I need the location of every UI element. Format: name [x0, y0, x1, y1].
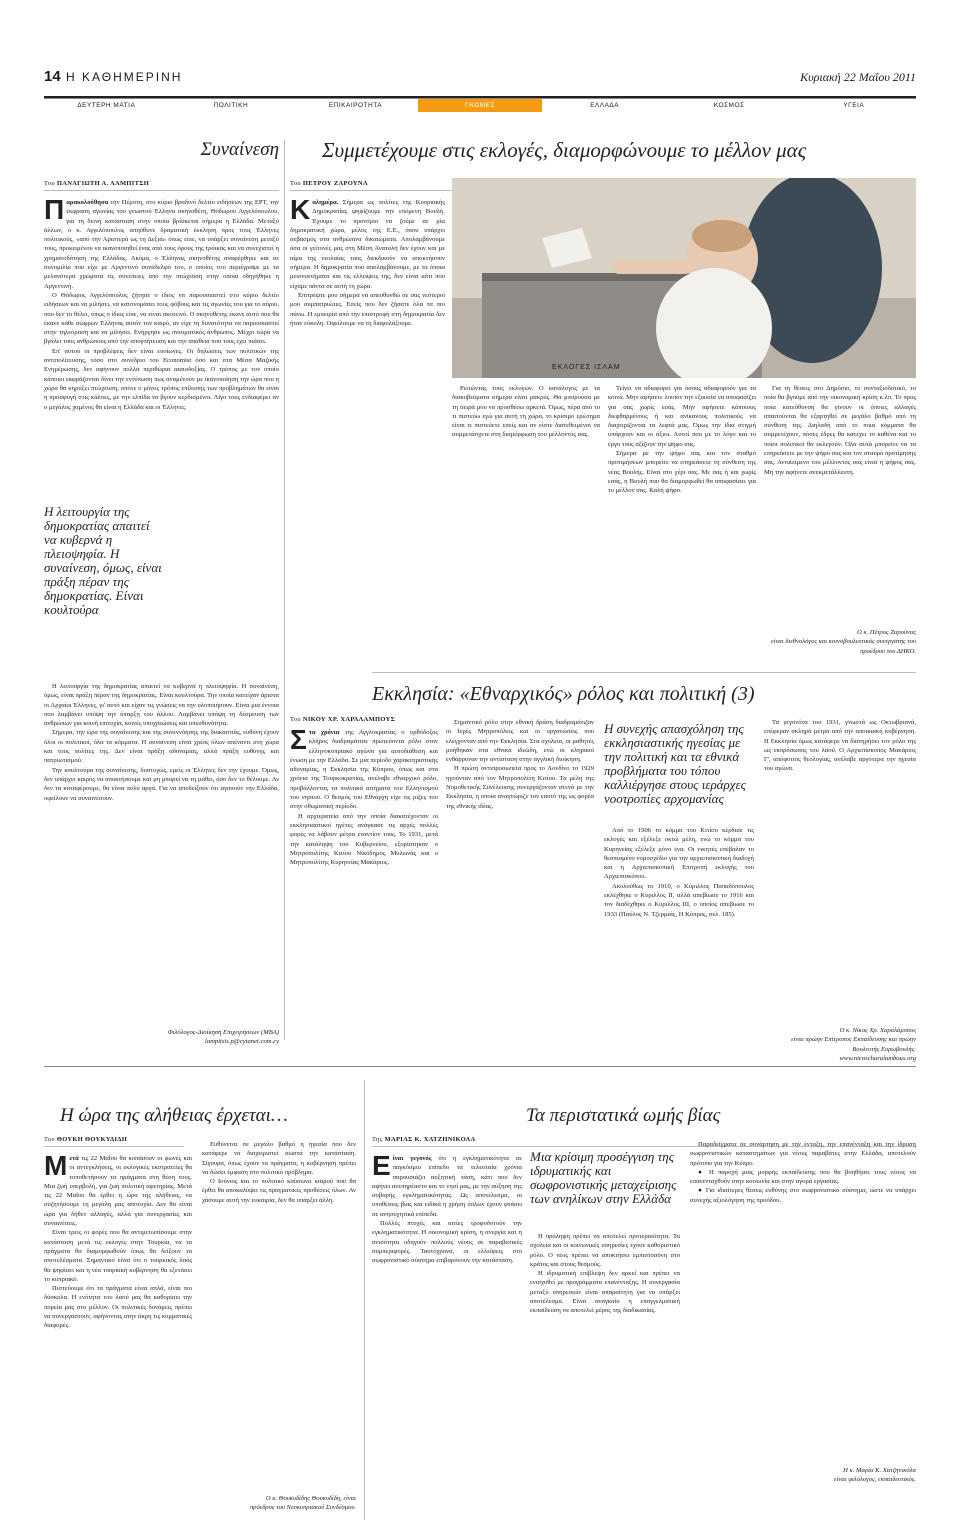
paragraph: Πολλές πτυχές και αιτίες τροφοδοτούν την εγκληματικότητα. Η οικονομική κρίση, η ανεργία και η ανισότητα οδηγούν πολλούς νέους σε παραβατικές συμπεριφορές. Ταυτόχρονα, οι ελλείψεις στο σωφρονιστικό σύστημα επιβαρύνουν την κατάσταση.	[372, 1220, 522, 1265]
article1-byline	[44, 180, 149, 187]
lead-in: ίναι γεγονός	[392, 1155, 432, 1162]
lead-in: αλημέρα.	[312, 199, 339, 206]
nav-item-ellada[interactable]: ΕΛΛΑΔΑ	[590, 102, 620, 109]
article2-signature	[764, 628, 916, 656]
article2-body-col4	[764, 384, 916, 622]
byline-prefix: Του	[290, 716, 301, 723]
divider	[44, 1146, 184, 1147]
author-email: lampitsis.p@cytanet.com.cy	[205, 1038, 279, 1046]
column-divider	[284, 140, 285, 1040]
paragraph: Η ιδρυματική επίβλεψη δεν αρκεί και πρέπει να ενισχυθεί με προγράμματα επανένταξης. Η συνεργασία μεταξύ υπηρεσιών είναι απαραίτητη για να υπάρξει αποτέλεσμα. Είναι αναγκαίο η επαγγελματική εκπαίδευση να αποτελεί μέρος της διαδικασίας.	[530, 1270, 680, 1315]
nav-item-gnomes[interactable]: ΓΝΩΜΕΣ	[418, 99, 543, 112]
article5-body-col2	[530, 1232, 680, 1524]
article3-body-col2	[446, 718, 594, 1058]
byline-prefix: Του	[44, 180, 55, 187]
column-divider	[364, 1080, 365, 1520]
lead-in: αρακολούθησα	[66, 199, 109, 206]
nav-item-politiki[interactable]: ΠΟΛΙΤΙΚΗ	[213, 102, 249, 109]
section-nav	[44, 98, 916, 112]
paragraph: Ρωτώντας τους εκλογών. Ο κατάλογος με τα διακυβεύματα σήμερα είναι μακρύς. Θα μπορούσα με τη σειρά μου να προσθέσω αρκετά. Όμως, πέρα από το τι πιστεύω εγώ για αυτή τη χώρα, το κρίσιμο ερώτημα είναι τι πιστεύετε εσείς και αν είστε διατεθειμένοι να συμμετάσχετε στη διαμόρφωση του μέλλοντός σας.	[452, 385, 600, 439]
paragraph: Επ' αυτού οι προβλέψεις δεν είναι ευοίωνες. Οι δηλώσεις των πολιτικών της αντιπολίτευσης, τόσο στο συνέδριο του Economist όσο και στα Μέσα Μαζικής Ενημέρωσης, δεν αφήνουν πολλά περιθώρια αισιοδοξίας. Ο τρόπος με τον οποίο κάποιοι εκφράζονται δίνει την εντύπωση πως αναμένουν με ικανοποίηση την ώρα που η χώρα θα κηρύξει πτώχευση, οπότε ο μόνος τρόπος επίλυσης των προβλημάτων θα είναι η προσφυγή στις κάλπες, με την ελπίδα να βγουν κερδισμένοι. Λίγο τους ενδιαφέρει αν ο μεγάλος χαμένος θα είναι η Ελλάδα και οι Έλληνες.	[44, 347, 279, 411]
article5-author: ΜΑΡΙΑΣ Κ. ΧΑΤΖΗΝΙΚΟΛΑ	[384, 1136, 476, 1143]
page-number: 14	[44, 68, 61, 85]
byline-prefix: Του	[290, 180, 301, 187]
paragraph: Πιστεύουμε ότι τα πράγματα είναι απλά, είναι πιο δύσκολα. Η ενότητα του λαού μας θα καθορίσει την πορεία μας στο μέλλον. Οι πολιτικές δυνάμεις πρέπει να συνεργαστούν, αφήνοντας στην άκρη τις κομματικές διαφορές.	[44, 1285, 192, 1330]
article3-body-col3	[604, 826, 754, 1058]
issue-date: Κυριακή 22 Μαΐου 2011	[800, 70, 916, 84]
article2-byline	[290, 180, 368, 187]
ballot-photo-illustration	[452, 178, 916, 378]
article3-body-col1	[290, 728, 438, 1058]
author-role: είναι πρώην Επίτροπος Εκπαίδευσης και πρώην Βουλευτής Ευρωβουλής.	[791, 1036, 916, 1053]
article5-title: Τα περιστατικά ωμής βίας	[526, 1105, 721, 1126]
nav-item-deftero-matia[interactable]: ΔΕΥΤΕΡΗ ΜΑΤΙΑ	[77, 102, 136, 109]
author-website[interactable]: www.nicoscharalambous.org	[839, 1054, 916, 1062]
article5-byline	[372, 1136, 475, 1143]
dropcap: Σ	[290, 728, 307, 755]
article4-title: Η ώρα της αλήθειας έρχεται…	[60, 1105, 288, 1126]
dropcap: Π	[44, 198, 65, 225]
article1-title: Συναίνεση	[200, 139, 279, 160]
paragraph: ότι η εγκληματικότητα σε παγκόσμιο επίπεδο τα τελευταία χρόνια παρουσιάζει αυξητική τάση, κάτι που δεν αφήνει ανεπηρέαστο και το νησί μας, με την αύξηση της σοβαρής εγκληματικότητας. Ως αποτέλεσμα, οι υποθέσεις βίας και ειδικά η χρήση όπλων έχουν φτάσει σε ανησυχητικά επίπεδα.	[372, 1155, 522, 1218]
author-name: Η κ. Μαρία Κ. Χατζηνικόλα	[843, 1467, 916, 1474]
dropcap: Κ	[290, 198, 311, 225]
paragraph: την Πέμπτη, στο κύριο βραδινό δελτίο ειδήσεων της ΕΡΤ, την έκφραση αγωνίας του γνωστού Έλληνα σκηνοθέτη, Θόδωρου Αγγελόπουλου, για τη δεινή κατάσταση στην οποία βρίσκεται σήμερα η Ελλάδα. Μεταξύ άλλων, ο κ. Αγγελόπουλος απηύθυνε δραματική έκκληση προς τους Έλληνες πολιτικούς, «από την Αριστερά ως τη Δεξιά» όπως είπε, να υπάρξει συναίνεση μεταξύ τους, προκειμένου να ικανοποιηθεί ένας από τους όρους της τρόικας και να συνεχιστεί η χρηματοδότηση της Ελλάδας. Ακόμα, ο Έλληνας σκηνοθέτης αναφέρθηκε και σε συνομιλία που είχε με Αργεντινό συνάδελφό του, ο οποίος του περιέγραψε με τα μελανότερα χρώματα τις συνέπειες από την πτώχευση στην οποία οδηγήθηκε η Αργεντινή.	[44, 199, 279, 290]
bullet-text: Για ιδιαίτερες θέσεις ευθύνης στο σωφρονιστικό σύστημα, ώστε να υπάρχει συνεχής αξιολόγηση της προόδου.	[690, 1187, 916, 1204]
article5-pullquote: Μια κρίσιμη προσέγγιση της ιδρυματικής και σωφρονιστικής μεταχείρισης των ανηλίκων στην Ελλάδα	[530, 1149, 677, 1206]
paragraph: της Αγγλοκρατίας ο ορθόδοξος κλήρος διαδραμάτισε πρωτεύοντα ρόλο στον ελληνοκυπριακό αγώνα για αυτοδιάθεση και ένωση με την Ελλάδα. Σε μια περίοδο χαρακτηριστικής αδυναμίας, η Εκκλησία της Κύπρου, όπως και στα χρόνια της Τουρκοκρατίας, ανέλαβε εθναρχικό ρόλο, προβάλλοντας τα πολιτικά αιτήματα του Ελληνισμού του νησιού. Ο θεσμός του Εθνάρχη είχε τις ρίζες του στην οθωμανική περίοδο.	[290, 729, 438, 811]
article4-body-col1	[44, 1154, 192, 1524]
page-header	[44, 68, 916, 98]
article4-signature	[202, 1494, 356, 1513]
article3-byline	[290, 716, 395, 723]
nav-item-kosmos[interactable]: ΚΟΣΜΟΣ	[713, 102, 745, 109]
article2-photo	[452, 178, 916, 378]
paragraph: Παραδείγματα σε συνάρτηση με την ένταξη, την επανένταξη και την ίδρυση σωφρονιστικών καταστημάτων για νέους παραβάτες στην Ελλάδα, αποτελούν πρότυπο για την Κύπρο.	[690, 1141, 916, 1167]
lead-in: τα χρόνια	[308, 729, 340, 736]
paragraph: Τα γεγονότα του 1931, γνωστά ως Οκτωβριανά, επέφεραν σκληρά μέτρα από την αποικιακή κυβέρνηση. Η Εκκλησία όμως κατάφερε να διατηρήσει τον ρόλο της ως εκπρόσωπος του λαού. Ο Αρχιεπίσκοπος Μακάριος Γ', απόφοιτος θεολογίας, ανέλαβε αργότερα την ηγεσία του αγώνα.	[764, 719, 916, 773]
paragraph: Η αρχιερατεία από την οποία διακατέχονταν οι εκκλησιαστικοί ηγέτες ανάγκασε τις αρχές πολλές φορές να λάβουν μέτρα εναντίον τους. Το 1931, μετά την κατάληψη του Κυβερνείου, εξορίστηκαν ο Μητροπολίτης Κιτίου Νικόδημος Μυλωνάς και ο Μητροπολίτης Κυρηνείας Μακάριος.	[290, 812, 438, 867]
paragraph: Είναι τρεις οι φορές που θα αντιμετωπίσουμε στην κατάσταση μετά τις εκλογές στην Τουρκία, να τα πράγματα θα διαμορφωθούν όπως θα δείξουν τα αποτελέσματα. Σημαντικό είναι ότι ο τουρκικός λαός θα ψηφίσει και η νέα τουρκική κυβέρνηση θα εξετάσει το κυπριακό.	[44, 1229, 192, 1283]
author-name: Ο κ. Θουκυδίδης Θουκυδίδη, είναι	[265, 1495, 356, 1502]
article5-body-col1	[372, 1154, 522, 1524]
paragraph: Τείνει να αδιαφορεί για όσους αδιαφορούν για τα κοινά. Μην αφήσετε λοιπόν την εξουσία να αποφασίζει για σας χωρίς εσάς. Μην αφήσετε κάποιους διεφθαρμένους ή και ανίκανους πολιτικούς να διαχειρίζονται τα λεφτά μας. Όμως την ίδια στιγμή υπάρχουν και οι άξιοι. Αυτοί που με το λόγο και το έργο τους αξίζουν την ψήφο σας.	[608, 385, 756, 448]
paragraph: Για τη θέσεις στο Δημόσιο, το συνταξιοδοτικό, το ποία θα βγούμε από την οικονομική κρίση κ.λπ. Το προς ποια κατεύθυνση θα γίνουν οι όποιες αλλαγές απαιτούνται θα εξαρτηθεί σε μεγάλο βαθμό από τη σύνθεση της. Διηλαδή από το ποια κόμματα θα συμμετέχουν, πόσες έδρες θα κατέχει το καθένα και το ποιοι πολιτικοί θα εκλεγούν. Όλα αυτά μπορείτε να τα επηρεάσετε με την ψήφο σας και τον σταυρό προτίμησης σας. Αντικείμενο του μέλλοντός σας είναι η ψήφος σας. Μη την αφήνετε ανεκμετάλλευτη.	[764, 385, 916, 476]
author-credentials: Φιλόλογος-Διοίκηση Επιχειρήσεων (ΜΒΑ)	[167, 1029, 279, 1036]
paragraph: Την κουλτούρα της συναίνεσης, δυστυχώς, εμείς οι Έλληνες δεν την έχουμε. Όμως, δεν υπάρχει καιρός να αποκτήσουμε και μη μπορεί να τη μάθει, όσο δεν το θέλουμε. Αν δεν τα καταφέρουμε, θα είναι πολύ αργά. Για να αποδείξουν ότι αγαπούν την Ελλάδα, οφείλουν να συναινέσουν.	[44, 766, 279, 802]
paragraph: Από το 1906 το κόμμα του Κιτίου κέρδισε τις εκλογές και εξέλεξε οκτώ μέλη, ενώ το κόμμα του Κυρηνείας εξέλεξε μόνο ένα. Οι νικητές επέβαλαν το θεσπισμένο νομοσχέδιο για την αρχιεπισκοπική διαδοχή και η Αρχιεπισκοπική Επιτροπή εκλογής του Αρχιεπισκόπου.	[604, 827, 754, 881]
article3-signature	[764, 1026, 916, 1063]
article3-body-col4	[764, 718, 916, 1018]
dropcap: Ε	[372, 1154, 391, 1181]
paragraph: Η πρόληψη πρέπει να αποτελεί προτεραιότητα. Τα σχολεία και οι κοινωνικές υπηρεσίες έχουν καθοριστικό ρόλο. Ο νέος πρέπει να αποκτήσει εμπιστοσύνη στο κράτος και στους θεσμούς.	[530, 1233, 680, 1268]
author-role: πρόεδρος του Νεοκυπριακού Συνδέσμου.	[250, 1504, 356, 1512]
paragraph: Σήμερα, την ώρα της συναίνεσης και της συνεννόησης της διακαστιάς, ευθύνη έχουν όλοι οι πολιτικοί, όλα τα κόμματα. Η συναίνεση είναι χρέος όλων απέναντι στη χώρα και τους πολίτες της. Δεν είναι πράξη αδυναμίας, αλλά πράξη ευθύνης και πατριωτισμού.	[44, 729, 279, 765]
paragraph: Σημαντικό ρόλο στην εθνική δράση διαδραμάτιζαν οι Ιερές Μητροπόλεις και οι οργανώσεις που ελέγχονταν από την Εκκλησία. Στα σχολεία, οι μαθητές μυήθηκαν στα εθνικά ιδεώδη, ενώ οι κληρικοί ενθάρρυναν την αντίσταση στην αγγλική διοίκηση.	[446, 719, 594, 764]
article2-title: Συμμετέχουμε στις εκλογές, διαμορφώνουμε το μέλλον μας	[322, 138, 807, 162]
paragraph: Ο Θόδωρος Αγγελόπουλος ζήτησε ο ίδιος να παρουσιαστεί στο κύριο δελτίο ειδήσεων και να μιλήσει, να κατονομάσει τους φόβους και τις αγωνίες του για το αύριο, που δεν το θέλει, όπως ο ίδιος είπε, να είναι σκοτεινό. Ο σκηνοθέτης έκανε αυτό που θα έκανε κάθε σώφρων Έλληνας αυτόν τον καιρό, αν είχε τη δυνατότητα να παρουσιαστεί στην τηλεόραση και να μιλήσει. Ενήργησε ως πνευματικός άνθρωπος. Μέχρι τώρα να βγάλει τους ανθρώπους από την απογοήτευση και την απάθεια που τους έχει πιάσει.	[44, 291, 279, 346]
bullet-item: ● Για ιδιαίτερες θέσεις ευθύνης στο σωφρονιστικό σύστημα, ώστε να υπάρχει συνεχής αξιολόγηση της προόδου.	[690, 1187, 916, 1204]
author-name: Ο κ. Πέτρος Ζαρούνας	[856, 629, 916, 636]
publication-name: Η ΚΑΘΗΜΕΡΙΝΗ	[66, 70, 183, 84]
divider	[372, 672, 916, 673]
article1-signature	[44, 1028, 279, 1047]
dropcap: Μ	[44, 1154, 68, 1181]
article5-signature	[690, 1466, 916, 1485]
article1-body-cont	[44, 682, 279, 1022]
article3-author: ΝΙΚΟΥ ΧΡ. ΧΑΡΑΛΑΜΠΟΥΣ	[302, 716, 396, 723]
paragraph: Η πρώτη αντιπροσωπεία προς το Λονδίνο το 1929 ηγούνταν από τον Μητροπολίτη Κιτίου. Τα μέλη της Νομοθετικής Συνέλευσης συνεργάζονταν στενά με την Εκκλησία, η οποία αναγνώριζε τον εαυτό της ως φορέα της εθνικής ιδέας.	[446, 765, 594, 810]
paragraph: Σήμερα με την ψήφο σας και τον σταθμό προτιμήσεων μπορείτε να επηρεάσετε τη σύνθεση της νέας Βουλής. Είναι στο χέρι σας. Με σας ή και χωρίς εσάς, η Βουλή που θα διαμορφωθεί θα αποφασίσει για το μέλλον σας. Καλή ψήφο.	[608, 450, 756, 495]
article5-body-col3	[690, 1140, 916, 1462]
article1-author: ΠΑΝΑΓΙΩΤΗ Α. ΛΑΜΠΙΤΣΗ	[56, 180, 150, 187]
nav-item-epikairotita[interactable]: ΕΠΙΚΑΙΡΟΤΗΤΑ	[328, 102, 383, 109]
author-role: είναι διεθνολόγος και κοινοβουλευτικός συνεργάτης του προέδρου του ΔΗΚΟ.	[771, 638, 916, 655]
byline-prefix: Της	[372, 1136, 383, 1143]
author-role: είναι φιλόλογος, εκπαιδευτικός.	[834, 1476, 916, 1484]
article2-author: ΠΕΤΡΟΥ ΖΑΡΟΥΝΑ	[302, 180, 368, 187]
paragraph: Ο Ιούνιος και το πολιτικό καύσωνα καιρού που θα έρθει θα αποκαλύψει τις πραγματικές προθέσεις όλων. Αν χάσουμε αυτή την ευκαιρία, δεν θα υπάρξει άλλη.	[202, 1178, 356, 1204]
paragraph: Σήμερα ως πολίτες της Κυπριακής Δημοκρατίας ψηφίζουμε την επόμενη Βουλή. Έχουμε το προνόμιο να ζούμε σε μία δημοκρατική χώρα, μέλος της Ε.Ε., όπου υπάρχει σεβασμός στα ανθρώπινα δικαιώματα. Απολαμβάνουμε όσα οι γείτονές μας στη Μέση Ανατολή δεν έχουν και με αίμα της νεολαίας τους διεκδικούν να αποκτήσουν σήμερα. Η δημοκρατία που απολαμβάνουμε, με τα όποια μειονεκτήματα και τις ελλείψεις της, δεν είναι κάτι που είχαμε πάντα σε αυτή τη χώρα.	[290, 199, 445, 290]
article2-body-col2	[452, 384, 600, 660]
article2-body-col3	[608, 384, 756, 660]
article3-title: Εκκλησία: «Εθναρχικός» ρόλος και πολιτική (3)	[372, 683, 755, 705]
bullet-text: Η παροχή μιας μορφής εκπαίδευσης που θα βοηθήσει τους νέους να επανενταχθούν στην κοινωνία και στην αγορά εργασίας.	[690, 1168, 916, 1186]
bullet-item: ● Η παροχή μιας μορφής εκπαίδευσης που θα βοηθήσει τους νέους να επανενταχθούν στην κοινωνία και στην αγορά εργασίας.	[690, 1168, 916, 1186]
divider	[44, 190, 279, 191]
article2-body	[290, 198, 445, 678]
lead-in: ετά	[69, 1155, 79, 1162]
paragraph: Η λειτουργία της δημοκρατίας απαιτεί να κυβερνά η πλειοψηφία. Η συναίνεση, όμως, είναι πράξη πέραν της δημοκρατίας. Είναι κουλτούρα. Την οποία κατείχαν άριστα οι Αρχαίοι Έλληνες, γι' αυτό και είχαν τις γνώσεις να την υλοποιήσουν. Είναι μια έννοια που λαμβάνει υπόψη την ύπαρξη του άλλου. Λαμβάνει υπόψη τη δέσμευση των ανθρώπων για κοινή επιτυχία, κοινές υποχρεώσεις και υπευθυνότητα.	[44, 683, 279, 728]
article4-byline	[44, 1136, 127, 1143]
paragraph: Ακολούθως το 1910, ο Κύριλλος Παπαδόπουλος εκλέχθηκε ο Κύριλλος ΙΙ, αλλά απεβίωσε το 1916 και τον διαδέχθηκε ο Κύριλλος ΙΙΙ, ο οποίος απεβίωσε το 1933 (Παύλος Ν. Τζερμιάς, Η Κύπρος, σελ. 185).	[604, 882, 754, 918]
byline-prefix: Του	[44, 1136, 55, 1143]
author-name: Ο κ. Νίκος Χρ. Χαραλάμπους	[839, 1027, 916, 1034]
article3-pullquote: Η συνεχής απασχόληση της εκκλησιαστικής ηγεσίας με την πολιτική και τα εθνικά προβλήματα του τόπου καλλιέργησε στους ιεράρχες νοοτροπίες αρχομανίας	[604, 721, 746, 806]
paragraph: Επιτρέψτε μου σήμερα να απευθυνθώ σε σας νεότεροί μου συμπατριώτες. Εσείς που δεν ζήσατε όλα τα πιο πάνω. Η εμπειρία από την επιστροφή στη δημοκρατία δεν ήταν εύκολη. Οφείλουμε να τη διαφυλάξουμε.	[290, 291, 445, 327]
article4-body-col2	[202, 1140, 356, 1488]
section-divider	[44, 1066, 916, 1067]
article4-author: ΘΟΥΚΗ ΘΟΥΚΥΔΙΔΗ	[56, 1136, 128, 1143]
paragraph: Ευθύνεται σε μεγάλο βαθμό η ηγεσία που δεν κατάφερε να διαχειριστεί σωστά την κατάσταση. Σίγουρα, όπως έχουν τα πράγματα, η κυβέρνηση πρέπει να δώσει έμφαση στο πολιτικό πρόβλημα.	[202, 1141, 356, 1176]
paragraph: τις 22 Μαΐου θα κοπάσουν οι φωνές και οι αντεγκλήσεις, οι εκλογικές εκστρατείες θα τοποθετήσουν τα πράγματα στη θέση τους. Μια ζωή υπερβολή, για ζωή πολιτική αφετηρίας. Μετά τις 22 Μαΐου θα έρθει η ώρα της αλήθειας, να συζητήσουμε τη μεγάλη μας αποτυχία. Δεν θα είναι ώρα για δήθεν αλλαγές, αλλά για συνεργασίες και συναινέσεις.	[44, 1155, 192, 1228]
nav-item-ygeia[interactable]: ΥΓΕΙΑ	[843, 102, 865, 109]
article1-pullquote: Η λειτουργία της δημοκρατίας απαιτεί να κυβερνά η πλειοψηφία. Η συναίνεση, όμως, είναι πράξη πέραν της δημοκρατίας. Είναι κουλτούρα	[44, 504, 162, 617]
photo-sign-text: ΕΚΛΟΓΕΣ ΙΣΛΑΜ	[552, 364, 621, 371]
